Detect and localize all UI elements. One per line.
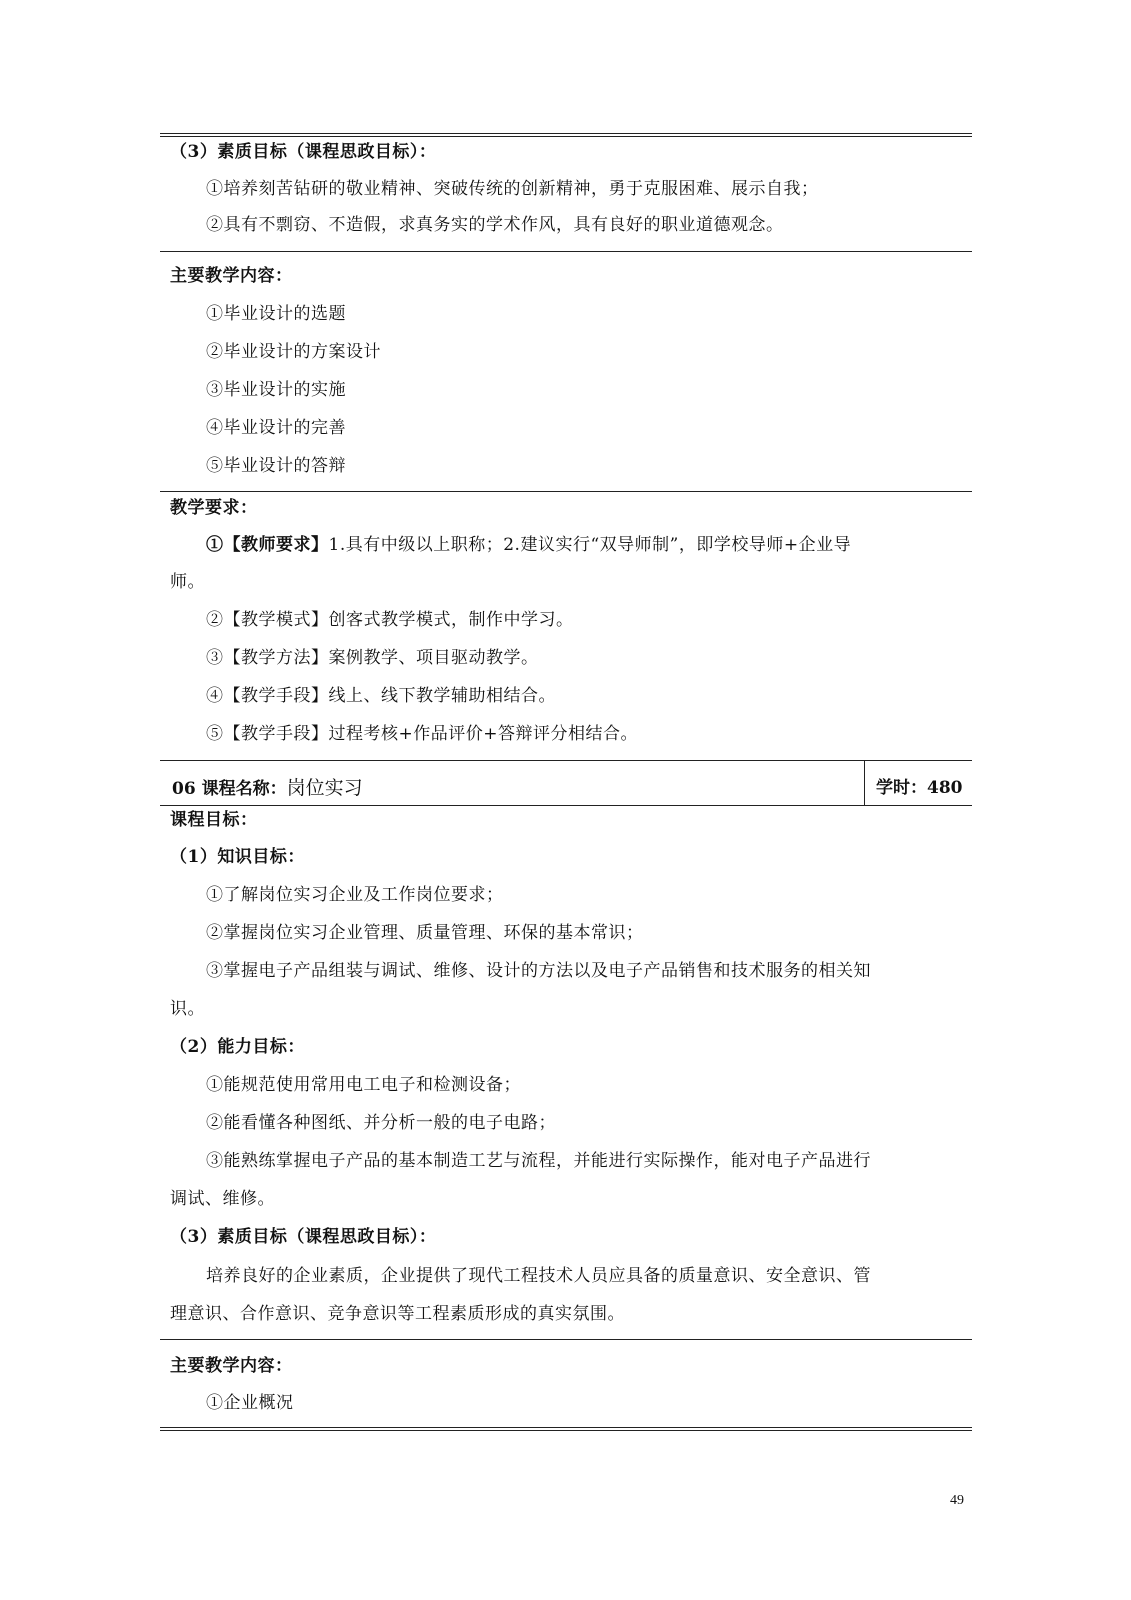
teaching-content-item: ①企业概况 xyxy=(206,1393,294,1413)
ability-goal-item: ③能熟练掌握电子产品的基本制造工艺与流程，并能进行实际操作，能对电子产品进行 xyxy=(206,1151,871,1171)
requirement-tag: 【教学手段】 xyxy=(223,686,329,706)
quality-goal-item: ①培养刻苦钻研的敬业精神、突破传统的创新精神，勇于克服困难、展示自我； xyxy=(206,179,819,199)
requirement-tag: 【教学模式】 xyxy=(223,610,329,630)
teaching-content-item: ②毕业设计的方案设计 xyxy=(206,342,381,362)
requirement-tag: 【教师要求】 xyxy=(223,535,329,555)
requirement-item xyxy=(206,723,638,745)
quality-goal-continuation: 理意识、合作意识、竞争意识等工程素质形成的真实氛围。 xyxy=(170,1304,625,1324)
course-name-label: 06 课程名称： xyxy=(172,779,287,799)
quality-goals-heading: （3）素质目标（课程思政目标）： xyxy=(170,1227,437,1247)
teaching-content-heading: 主要教学内容： xyxy=(170,1356,293,1376)
requirement-number: ② xyxy=(206,610,224,630)
knowledge-goal-item: ②掌握岗位实习企业管理、质量管理、环保的基本常识； xyxy=(206,923,644,943)
row-divider xyxy=(160,1339,972,1340)
requirement-number: ③ xyxy=(206,648,224,668)
table-bottom-border xyxy=(160,1427,972,1431)
requirement-tag: 【教学方法】 xyxy=(223,648,329,668)
teaching-content-item: ③毕业设计的实施 xyxy=(206,380,346,400)
teaching-content-item: ①毕业设计的选题 xyxy=(206,304,346,324)
requirement-number: ④ xyxy=(206,686,224,706)
requirement-text: 线上、线下教学辅助相结合。 xyxy=(328,686,556,706)
course-goals-heading: 课程目标： xyxy=(170,810,258,830)
teaching-content-heading: 主要教学内容： xyxy=(170,266,293,286)
requirement-tag: 【教学手段】 xyxy=(223,724,329,744)
table-top-border xyxy=(160,133,972,137)
quality-goal-item: ②具有不剽窃、不造假，求真务实的学术作风，具有良好的职业道德观念。 xyxy=(206,215,784,235)
ability-goals-heading: （2）能力目标： xyxy=(170,1037,305,1057)
ability-goal-continuation: 调试、维修。 xyxy=(170,1189,275,1209)
teaching-requirements-heading: 教学要求： xyxy=(170,498,258,518)
requirement-text: 创客式教学模式，制作中学习。 xyxy=(328,610,574,630)
knowledge-goals-heading: （1）知识目标： xyxy=(170,847,305,867)
row-divider xyxy=(160,491,972,492)
quality-goal-item: 培养良好的企业素质，企业提供了现代工程技术人员应具备的质量意识、安全意识、管 xyxy=(206,1266,871,1286)
requirement-number: ⑤ xyxy=(206,724,224,744)
teaching-content-item: ④毕业设计的完善 xyxy=(206,418,346,438)
knowledge-goal-item: ①了解岗位实习企业及工作岗位要求； xyxy=(206,885,504,905)
requirement-item xyxy=(206,609,574,631)
row-divider xyxy=(160,251,972,252)
ability-goal-item: ②能看懂各种图纸、并分析一般的电子电路； xyxy=(206,1113,556,1133)
requirement-continuation: 师。 xyxy=(170,572,205,592)
requirement-item xyxy=(206,685,556,707)
requirement-text: 案例教学、项目驱动教学。 xyxy=(328,648,539,668)
quality-goals-heading: （3）素质目标（课程思政目标）： xyxy=(170,142,437,162)
knowledge-goal-continuation: 识。 xyxy=(170,999,205,1019)
course-hours: 学时：480 xyxy=(876,778,963,798)
requirement-text: 1.具有中级以上职称；2.建议实行“双导师制”，即学校导师+企业导 xyxy=(328,535,852,555)
ability-goal-item: ①能规范使用常用电工电子和检测设备； xyxy=(206,1075,521,1095)
course-name xyxy=(172,773,363,800)
teaching-content-item: ⑤毕业设计的答辩 xyxy=(206,456,346,476)
requirement-item xyxy=(206,647,539,669)
course-name-value: 岗位实习 xyxy=(286,777,363,799)
page-number: 49 xyxy=(950,1493,964,1508)
course-header-row xyxy=(160,760,972,806)
knowledge-goal-item: ③掌握电子产品组装与调试、维修、设计的方法以及电子产品销售和技术服务的相关知 xyxy=(206,961,871,981)
requirement-text: 过程考核+作品评价+答辩评分相结合。 xyxy=(328,724,638,744)
requirement-number: ① xyxy=(206,535,224,555)
column-divider xyxy=(864,761,865,805)
requirement-item xyxy=(206,534,851,556)
